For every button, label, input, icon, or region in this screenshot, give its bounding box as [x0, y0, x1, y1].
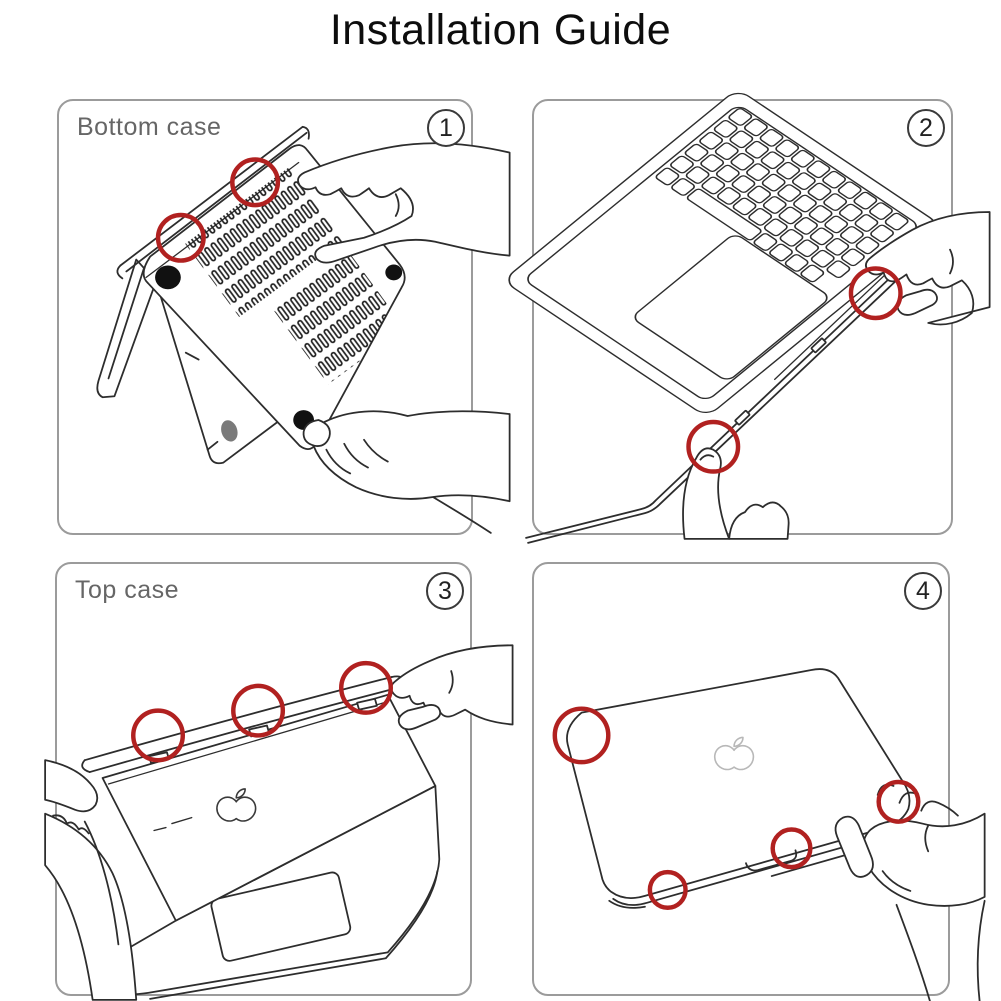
case-foot [385, 265, 402, 281]
panel-step-2 [532, 99, 953, 535]
step-number-badge [904, 572, 942, 610]
top-case-drawing [57, 564, 470, 994]
hand-icon [683, 448, 789, 539]
step-number-badge [907, 109, 945, 147]
hand-icon [304, 411, 510, 533]
bottom-case-drawing [59, 101, 471, 533]
case-foot [155, 266, 181, 290]
clip-tab [735, 410, 750, 425]
panel-label: Top case [75, 576, 180, 604]
panel-step-1 [57, 99, 473, 535]
step-number: 2 [919, 113, 933, 142]
step-number-badge [427, 109, 465, 147]
panel-step-3 [55, 562, 472, 996]
panel-label: Bottom case [77, 113, 222, 141]
keyboard-deck-drawing [534, 101, 951, 533]
step-number: 4 [916, 576, 930, 605]
step-number: 3 [438, 576, 452, 605]
hand-icon [391, 645, 512, 729]
closed-laptop-drawing [534, 564, 948, 994]
panel-step-4 [532, 562, 950, 996]
step-number-badge [426, 572, 464, 610]
step-number: 1 [439, 113, 453, 142]
page-title: Installation Guide [329, 6, 672, 54]
clip-tab [811, 338, 826, 353]
